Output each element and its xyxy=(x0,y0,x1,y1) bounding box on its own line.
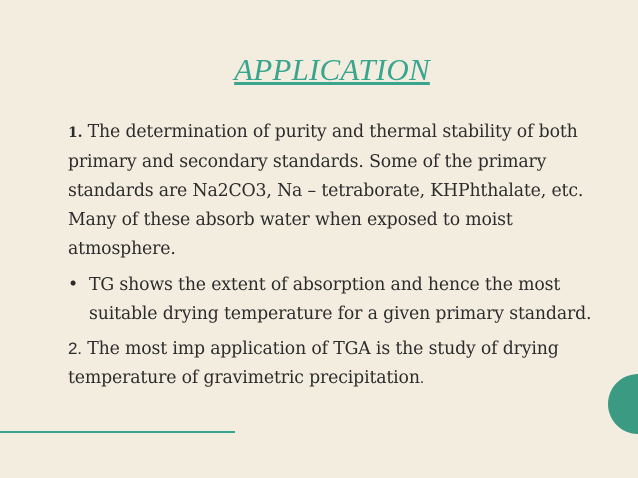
point-2 xyxy=(68,334,616,394)
bullet-item xyxy=(68,271,616,329)
slide-title: APPLICATION xyxy=(234,52,430,87)
bullet-text: TG shows the extent of absorption and hence the most suitable drying temperature for a given primary standard. xyxy=(89,275,592,324)
point-1-text: The determination of purity and thermal stability of both primary and secondary standards. Some of the primary standards are Na2CO3, Na – tetraborate, KHPhthalate, etc. Many of these absorb water when exposed to moist atmosphere. xyxy=(68,122,584,259)
point-2-text: The most imp application of TGA is the study of drying temperature of gravimetric precipitation xyxy=(68,339,559,388)
point-1-number: 1. xyxy=(68,125,83,141)
point-1 xyxy=(68,118,616,264)
accent-line xyxy=(0,431,235,433)
bullet-marker: • xyxy=(68,275,79,295)
slide-body xyxy=(68,118,616,394)
point-2-number: 2. xyxy=(68,339,82,358)
point-2-end: . xyxy=(419,371,425,387)
